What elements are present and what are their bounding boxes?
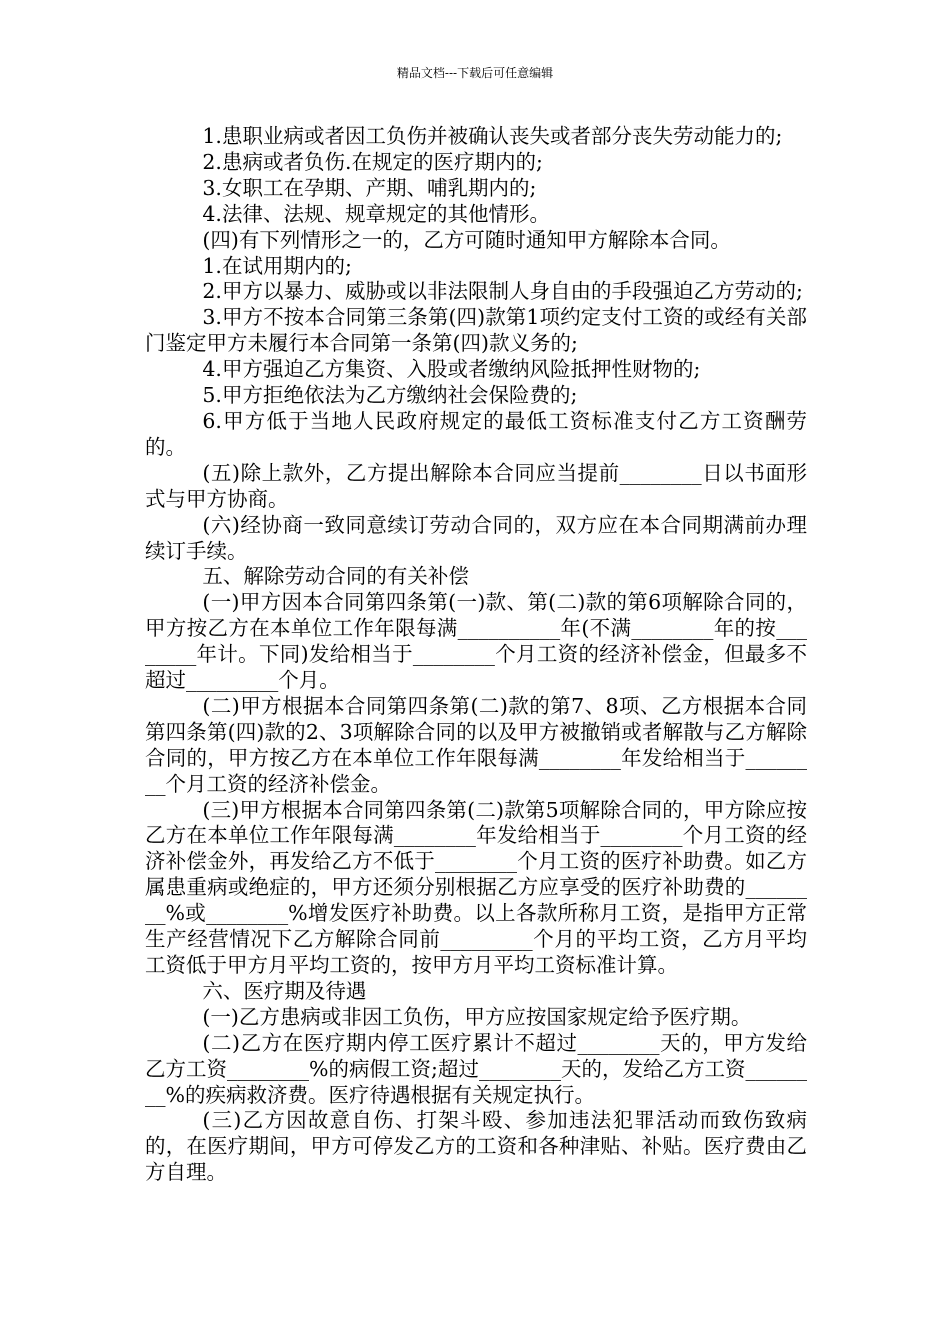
clause-paragraph: 4.法律、法规、规章规定的其他情形。: [202, 201, 550, 226]
clause-paragraph: (三)甲方根据本合同第四条第(二)款第5项解除合同的，甲方除应按乙方在本单位工作年限每满________年发给相当于________个月工资的经济补偿金外，再发给乙方不低于________个月工资的医疗补助费。如乙方属患重病或绝症的，甲方还须分别根据乙方应享受的医疗补助费的________%或________%增发医疗补助费。以上各款所称月工资，是指甲方正常生产经营情况下乙方解除合同前_________个月的平均工资，乙方月平均工资低于甲方月平均工资的，按甲方月平均工资标准计算。: [145, 797, 807, 977]
clause-paragraph: (六)经协商一致同意续订劳动合同的，双方应在本合同期满前办理续订手续。: [145, 512, 807, 563]
clause-paragraph: (一)甲方因本合同第四条第(一)款、第(二)款的第6项解除合同的，甲方按乙方在本单位工作年限每满__________年(不满________年的按________年计。下同)发给相当于________个月工资的经济补偿金，但最多不超过_________个月。: [145, 590, 807, 693]
clause-paragraph: 3.甲方不按本合同第三条第(四)款第1项约定支付工资的或经有关部门鉴定甲方未履行本合同第一条第(四)款义务的;: [145, 305, 807, 356]
clause-paragraph: (二)甲方根据本合同第四条第(二)款的第7、8项、乙方根据本合同第四条第(四)款的2、3项解除合同的以及甲方被撤销或者解散与乙方解除合同的，甲方按乙方在本单位工作年限每满________年发给相当于________个月工资的经济补偿金。: [145, 693, 807, 796]
clause-paragraph: 4.甲方强迫乙方集资、入股或者缴纳风险抵押性财物的;: [202, 357, 701, 382]
clause-paragraph: 6.甲方低于当地人民政府规定的最低工资标准支付乙方工资酬劳的。: [145, 408, 807, 459]
document-body: [145, 124, 807, 1186]
clause-paragraph: (三)乙方因故意自伤、打架斗殴、参加违法犯罪活动而致伤致病的，在医疗期间，甲方可停发乙方的工资和各种津贴、补贴。医疗费由乙方自理。: [145, 1108, 807, 1185]
section-heading: 五、解除劳动合同的有关补偿: [202, 564, 469, 589]
clause-paragraph: 5.甲方拒绝依法为乙方缴纳社会保险费的;: [202, 383, 578, 408]
clause-paragraph: 1.在试用期内的;: [202, 253, 352, 278]
clause-paragraph: 2.甲方以暴力、威胁或以非法限制人身自由的手段强迫乙方劳动的;: [202, 279, 803, 304]
clause-paragraph: 1.患职业病或者因工负伤并被确认丧失或者部分丧失劳动能力的;: [202, 124, 783, 148]
clause-paragraph: (四)有下列情形之一的，乙方可随时通知甲方解除本合同。: [202, 227, 731, 252]
clause-paragraph: (一)乙方患病或非因工负伤，甲方应按国家规定给予医疗期。: [202, 1004, 752, 1029]
page-header: 精品文档---下载后可任意编辑: [396, 66, 554, 80]
clause-paragraph: (五)除上款外，乙方提出解除本合同应当提前________日以书面形式与甲方协商。: [145, 460, 807, 511]
clause-paragraph: (二)乙方在医疗期内停工医疗累计不超过________天的，甲方发给乙方工资________%的病假工资;超过________天的，发给乙方工资________%的疾病救济费。医疗待遇根据有关规定执行。: [145, 1030, 807, 1107]
clause-paragraph: 3.女职工在孕期、产期、哺乳期内的;: [202, 175, 537, 200]
section-heading: 六、医疗期及待遇: [202, 978, 367, 1003]
clause-paragraph: 2.患病或者负伤.在规定的医疗期内的;: [202, 149, 543, 174]
